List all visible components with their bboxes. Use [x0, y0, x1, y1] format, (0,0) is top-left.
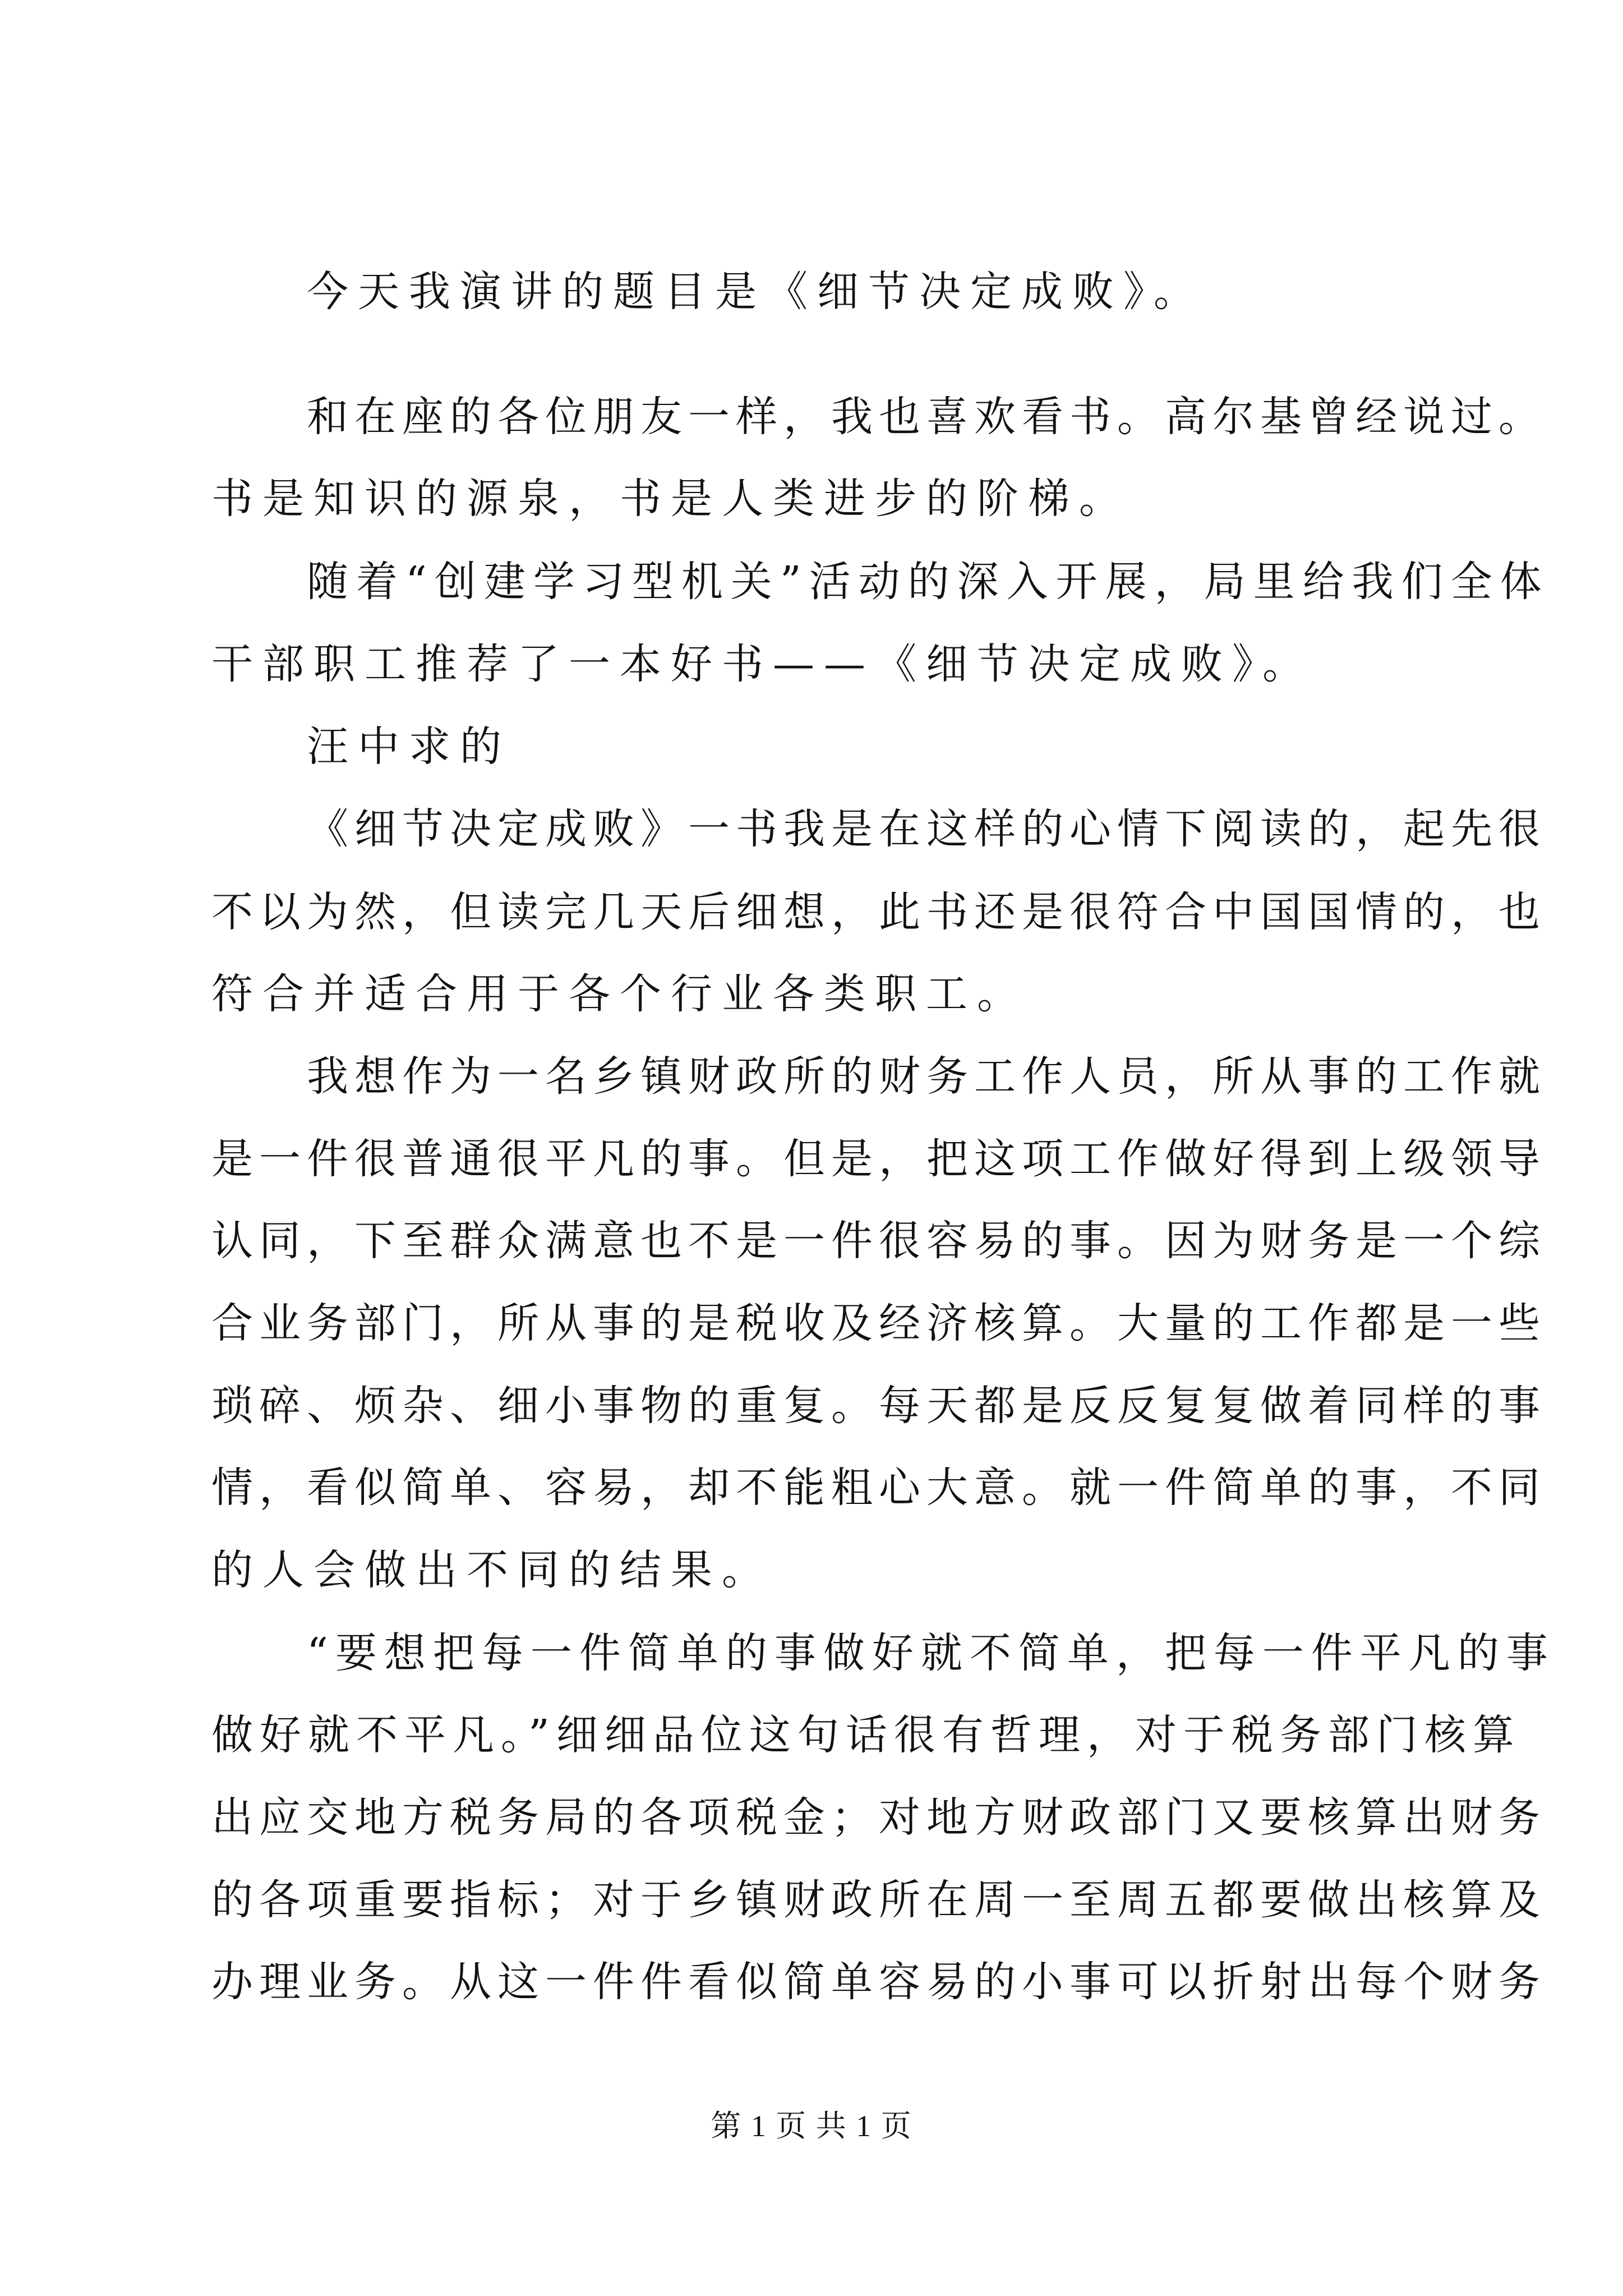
text-line-17: “要想把每一件简单的事做好就不简单，把每一件平凡的事	[307, 1629, 1555, 1677]
text-line-15: 情，看似简单、容易，却不能粗心大意。就一件简单的事，不同	[211, 1464, 1546, 1512]
text-line-18: 做好就不平凡。”细细品位这句话很有哲理，对于税务部门核算	[211, 1711, 1521, 1759]
text-line-12: 认同，下至群众满意也不是一件很容易的事。因为财务是一个综	[211, 1217, 1546, 1265]
text-line-10: 我想作为一名乡镇财政所的财务工作人员，所从事的工作就	[307, 1052, 1546, 1101]
text-line-13: 合业务部门，所从事的是税收及经济核算。大量的工作都是一些	[211, 1299, 1546, 1347]
text-line-2: 和在座的各位朋友一样，我也喜欢看书。高尔基曾经说过。	[307, 393, 1546, 441]
text-line-5: 干部职工推荐了一本好书——《细节决定成败》。	[211, 640, 1313, 688]
text-line-16: 的人会做出不同的结果。	[211, 1546, 773, 1594]
text-line-11: 是一件很普通很平凡的事。但是，把这项工作做好得到上级领导	[211, 1135, 1546, 1183]
text-line-8: 不以为然，但读完几天后细想，此书还是很符合中国国情的，也	[211, 888, 1546, 936]
text-line-1: 今天我演讲的题目是《细节决定成败》。	[307, 268, 1205, 316]
text-line-20: 的各项重要指标；对于乡镇财政所在周一至周五都要做出核算及	[211, 1876, 1546, 1924]
text-line-19: 出应交地方税务局的各项税金；对地方财政部门又要核算出财务	[211, 1793, 1546, 1842]
text-line-14: 琐碎、烦杂、细小事物的重复。每天都是反反复复做着同样的事	[211, 1382, 1546, 1430]
text-line-6: 汪中求的	[307, 723, 511, 771]
page-footer: 第 1 页 共 1 页	[711, 2109, 912, 2143]
text-line-21: 办理业务。从这一件件看似简单容易的小事可以折射出每个财务	[211, 1958, 1546, 2006]
text-line-4: 随着“创建学习型机关”活动的深入开展，局里给我们全体	[307, 558, 1550, 606]
text-line-7: 《细节决定成败》一书我是在这样的心情下阅读的，起先很	[307, 805, 1546, 853]
text-line-3: 书是知识的源泉，书是人类进步的阶梯。	[211, 475, 1130, 523]
text-line-9: 符合并适合用于各个行业各类职工。	[211, 970, 1028, 1018]
